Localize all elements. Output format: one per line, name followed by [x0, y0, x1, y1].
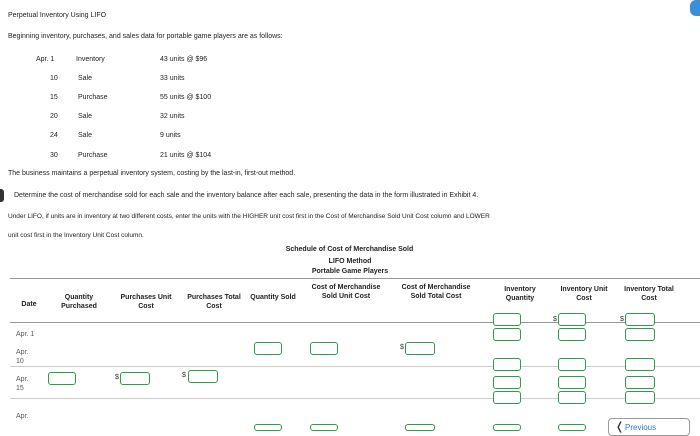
inv-qty-input-r1a[interactable]	[493, 313, 521, 326]
transaction-date: 20	[50, 113, 58, 120]
cms-unit-cost-input-next[interactable]	[310, 424, 338, 431]
currency-symbol: $	[620, 316, 624, 323]
transaction-detail: 32 units	[160, 113, 185, 120]
purchases-total-cost-input-apr15[interactable]	[188, 370, 218, 383]
page-title: Perpetual Inventory Using LIFO	[8, 12, 107, 19]
inv-total-cost-input-apr15b[interactable]	[625, 391, 655, 404]
transaction-type: Sale	[78, 113, 93, 120]
row-date-apr-next	[16, 412, 28, 421]
previous-button-label: Previous	[625, 423, 657, 432]
col-header-qty-purchased: Quantity Purchased	[61, 294, 97, 310]
inv-unit-cost-input-apr15b[interactable]	[558, 391, 586, 404]
schedule-title	[0, 246, 700, 253]
table-header-rule	[10, 322, 700, 323]
transaction-detail: 55 units @ $100	[160, 94, 212, 101]
qty-purchased-input-apr15[interactable]	[48, 372, 76, 385]
qty-sold-input-apr10[interactable]	[254, 342, 282, 355]
inv-total-cost-input-apr10[interactable]	[625, 358, 655, 371]
transaction-date: 15	[50, 94, 58, 101]
col-header-purchases-unit-cost: Purchases Unit Cost	[120, 294, 172, 310]
table-top-rule	[10, 278, 700, 279]
col-header-date: Date	[21, 301, 37, 308]
currency-symbol: $	[182, 372, 186, 379]
chevron-left-icon: ❬	[615, 421, 625, 433]
transaction-detail: 43 units @ $96	[160, 56, 208, 63]
col-header-cms-unit-cost: Cost of Merchandise Sold Unit Cost	[311, 284, 381, 300]
inv-unit-cost-input-apr10[interactable]	[558, 358, 586, 371]
inv-qty-input-apr15a[interactable]	[493, 376, 521, 389]
currency-symbol: $	[400, 344, 404, 351]
inv-qty-input-apr15b[interactable]	[493, 391, 521, 404]
transaction-date: 30	[50, 152, 58, 159]
corner-tab[interactable]	[690, 0, 700, 16]
transaction-date: 24	[50, 132, 58, 139]
row-divider	[10, 366, 700, 367]
method-note: The business maintains a perpetual inventory system, costing by the last-in, first-out method.	[8, 170, 296, 177]
inv-unit-cost-input-apr15a[interactable]	[558, 376, 586, 389]
transaction-detail: 21 units @ $104	[160, 152, 212, 159]
inv-unit-cost-input-next[interactable]	[558, 424, 586, 431]
row-date-text: Apr.	[16, 413, 29, 420]
row-date-text: Apr.	[16, 349, 29, 356]
row-date-apr10	[16, 348, 28, 366]
row-date-apr1	[16, 330, 34, 339]
inv-unit-cost-input-r1b[interactable]	[558, 328, 586, 341]
lifo-note-line2: unit cost first in the Inventory Unit Cost column.	[8, 232, 144, 239]
transaction-detail: 9 units	[160, 132, 181, 139]
col-header-inventory-quantity: Inventory Quantity	[504, 286, 536, 302]
schedule-heading: Schedule of Cost of Merchandise Sold	[285, 246, 414, 253]
transaction-date: 10	[50, 75, 58, 82]
previous-button[interactable]	[608, 418, 690, 436]
row-date-apr15	[16, 375, 28, 393]
col-header-purchases-total-cost: Purchases Total Cost	[187, 294, 241, 310]
schedule-method: LIFO Method	[328, 258, 372, 265]
transaction-detail: 33 units	[160, 75, 185, 82]
inv-unit-cost-input-r1a[interactable]	[558, 313, 586, 326]
qty-sold-input-next[interactable]	[254, 424, 282, 431]
row-date-day: 15	[16, 385, 24, 392]
row-date-text: Apr. 1	[16, 331, 35, 338]
transaction-type: Sale	[78, 75, 93, 82]
col-header-inventory-unit-cost: Inventory Unit Cost	[560, 286, 608, 302]
row-date-day: 10	[16, 358, 24, 365]
transaction-type: Purchase	[78, 152, 108, 159]
inv-total-cost-input-r1a[interactable]	[625, 313, 655, 326]
question-marker-icon	[0, 189, 4, 202]
currency-symbol: $	[115, 374, 119, 381]
cms-total-cost-input-apr10[interactable]	[405, 342, 435, 355]
inv-qty-input-apr10[interactable]	[493, 358, 521, 371]
transaction-date: Apr. 1	[36, 56, 55, 63]
col-header-qty-sold: Quantity Sold	[250, 294, 296, 301]
transaction-type: Sale	[78, 132, 93, 139]
inv-total-cost-input-r1b[interactable]	[625, 328, 655, 341]
instruction-text: Determine the cost of merchandise sold for each sale and the inventory balance after each sale, presenting the data in the form illustrated in Exhibit 4.	[14, 192, 479, 199]
transaction-type: Inventory	[76, 56, 105, 63]
inv-qty-input-r1b[interactable]	[493, 328, 521, 341]
col-header-inventory-total-cost: Inventory Total Cost	[624, 286, 674, 302]
lifo-note-line1: Under LIFO, if units are in inventory at two different costs, enter the units with the HIGHER unit cost first in the Cost of Merchandise Sold Unit Cost column and LOWER	[8, 213, 490, 220]
row-date-text: Apr.	[16, 376, 29, 383]
schedule-product: Portable Game Players	[311, 268, 389, 275]
cms-total-cost-input-next[interactable]	[405, 424, 435, 431]
intro-text: Beginning inventory, purchases, and sales data for portable game players are as follows:	[8, 33, 283, 40]
cms-unit-cost-input-apr10[interactable]	[310, 342, 338, 355]
col-header-cms-total-cost: Cost of Merchandise Sold Total Cost	[401, 284, 471, 300]
currency-symbol: $	[553, 316, 557, 323]
purchases-unit-cost-input-apr15[interactable]	[120, 372, 150, 385]
transaction-type: Purchase	[78, 94, 108, 101]
row-divider	[10, 398, 700, 399]
inv-qty-input-next[interactable]	[493, 424, 521, 431]
inv-total-cost-input-apr15a[interactable]	[625, 376, 655, 389]
